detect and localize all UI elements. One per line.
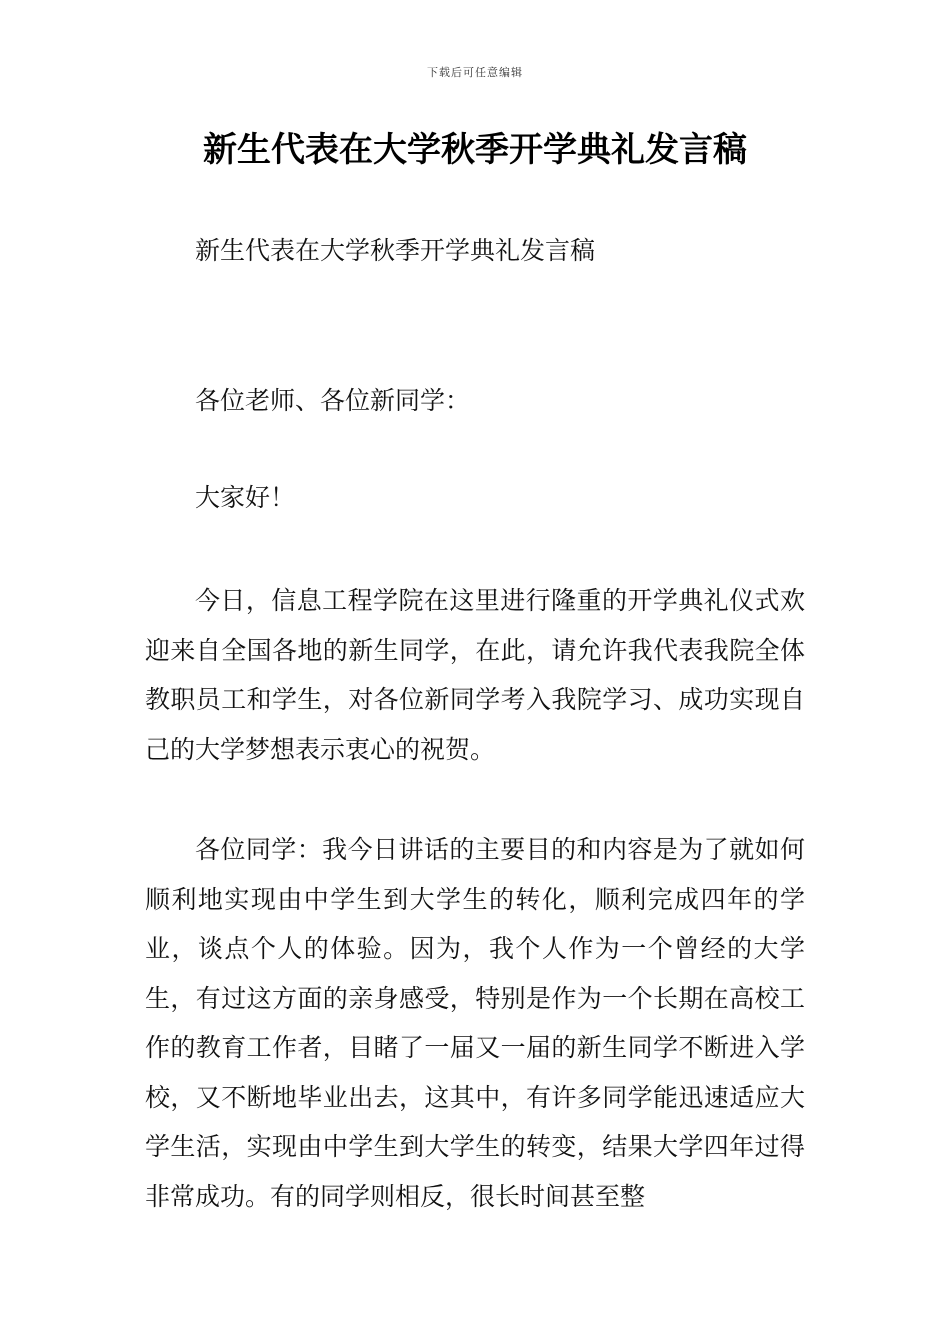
header-note: 下载后可任意编辑 bbox=[427, 66, 523, 79]
greeting: 大家好！ bbox=[195, 483, 296, 512]
body-paragraph: 今日，信息工程学院在这里进行隆重的开学典礼仪式欢迎来自全国各地的新生同学，在此，请允许我代表我院全体教职员工和学生，对各位新同学考入我院学习、成功实现自己的大学梦想表示衷心的祝贺。 bbox=[145, 586, 805, 764]
document-title: 新生代表在大学秋季开学典礼发言稿 bbox=[203, 130, 747, 170]
salutation: 各位老师、各位新同学： bbox=[195, 386, 471, 415]
body-paragraph: 各位同学：我今日讲话的主要目的和内容是为了就如何顺利地实现由中学生到大学生的转化，顺利完成四年的学业，谈点个人的体验。因为，我个人作为一个曾经的大学生，有过这方面的亲身感受，特别是作为一个长期在高校工作的教育工作者，目睹了一届又一届的新生同学不断进入学校，又不断地毕业出去，这其中，有许多同学能迅速适应大学生活，实现由中学生到大学生的转变，结果大学四年过得非常成功。有的同学则相反，很长时间甚至整 bbox=[145, 835, 805, 1211]
document-subtitle: 新生代表在大学秋季开学典礼发言稿 bbox=[195, 236, 596, 265]
